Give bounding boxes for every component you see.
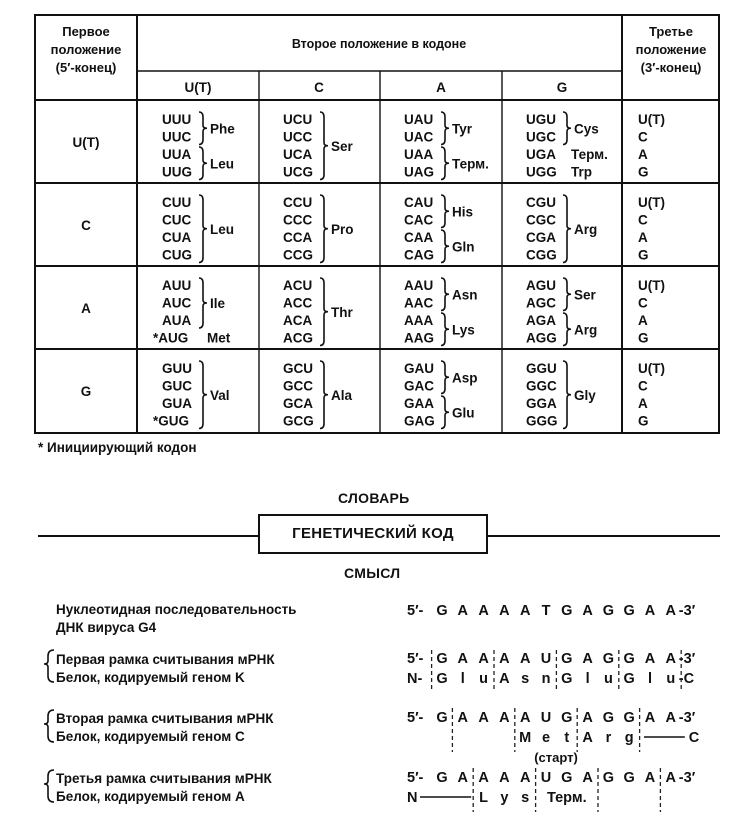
frame1-base: A [457, 651, 469, 667]
amino-acid: Met [207, 330, 231, 346]
frame3-base: G [561, 770, 573, 786]
frame2-suffix: -3′ [678, 710, 696, 726]
frame3-prefix: 5′- [407, 770, 424, 786]
codon: GAG [404, 413, 435, 429]
third-base: G [638, 247, 649, 263]
codon: GUC [162, 378, 192, 394]
codon: GGG [526, 413, 558, 429]
codon-brace [199, 278, 207, 328]
frame2-base: A [582, 710, 593, 726]
frame-brace [44, 710, 54, 742]
codon: AAU [404, 278, 434, 293]
codon: *GUG [153, 413, 190, 429]
frame2-base: G [602, 710, 615, 726]
codon-brace [441, 112, 449, 145]
codon: CAA [404, 230, 434, 245]
codon: GGU [526, 361, 557, 376]
amino-acid: Ala [331, 387, 353, 403]
frame3-base: G [436, 770, 448, 786]
third-base: A [638, 147, 648, 162]
codon: AAG [404, 330, 434, 346]
codon: CAC [404, 212, 434, 228]
codon-brace [563, 313, 571, 346]
codon-brace [563, 361, 571, 429]
codon: ACG [283, 330, 313, 346]
first-pos-header-2: положение [50, 42, 122, 57]
second-pos-header: Второе положение в кодоне [291, 37, 467, 51]
codon-brace [199, 361, 207, 429]
frame1-c-term: -C [678, 671, 695, 687]
col-base-a: A [436, 80, 446, 95]
frame3-base: A [644, 770, 656, 786]
amino-acid: Leu [210, 156, 235, 172]
codon: UAC [404, 129, 434, 145]
dna-suffix: -3′ [678, 603, 696, 619]
amino-acid: Ile [210, 296, 226, 311]
frame1-residue: u [666, 671, 676, 687]
codon: AAA [404, 313, 434, 328]
codon: GCA [283, 396, 313, 411]
frame1-base: G [602, 651, 615, 667]
third-base: A [638, 230, 648, 245]
codon: GCC [283, 378, 313, 394]
frame1-n-term: N- [407, 671, 423, 687]
dna-label-1: Нуклеотидная последовательность [56, 602, 297, 617]
frame1-base: A [499, 651, 510, 667]
dna-base: A [478, 603, 489, 619]
amino-acid: Leu [210, 221, 235, 237]
third-base: G [638, 164, 649, 180]
codon: GGA [526, 396, 557, 411]
footnote: * Инициирующий кодон [38, 440, 197, 455]
amino-acid: Lys [452, 322, 475, 338]
codon: AGC [526, 295, 556, 311]
codon: AGG [526, 330, 557, 346]
codon: CUA [162, 230, 192, 245]
codon: AGA [526, 313, 556, 328]
frame2-base: A [644, 710, 656, 726]
frame2-residue: g [624, 730, 634, 746]
amino-acid: Asp [452, 370, 478, 386]
frame1-protein-label: Белок, кодируемый геном K [56, 670, 245, 685]
codon: GCG [283, 413, 314, 429]
codon-brace [199, 147, 207, 180]
codon-brace [320, 278, 328, 346]
codon: ACC [283, 295, 313, 311]
codon-brace [199, 112, 207, 145]
codon-brace [563, 195, 571, 263]
amino-acid: Glu [452, 405, 475, 421]
frame3-label: Третья рамка считывания мРНК [56, 771, 272, 786]
codon: GUA [162, 396, 192, 411]
frame2-prefix: 5′- [407, 710, 424, 726]
frame3-base: A [665, 770, 677, 786]
amino-acid: Arg [574, 221, 598, 237]
frame3-suffix: -3′ [678, 770, 696, 786]
frame1-residue: u [603, 671, 613, 687]
frame1-residue: n [541, 671, 551, 687]
amino-acid: Tyr [452, 121, 473, 137]
codon: CGG [526, 247, 557, 263]
dna-base: A [665, 603, 677, 619]
amino-acid: Val [210, 387, 230, 403]
frame1-label: Первая рамка считывания мРНК [56, 652, 275, 667]
frame2-residue: r [605, 730, 612, 746]
codon-brace [320, 195, 328, 263]
frame1-base: A [478, 651, 489, 667]
frame1-residue: G [623, 671, 635, 687]
codon: UUA [162, 147, 192, 162]
codon: UAU [404, 112, 434, 127]
dna-prefix: 5′- [407, 603, 424, 619]
first-pos-header-3: (5′-конец) [55, 60, 117, 75]
frame2-residue: A [582, 730, 593, 746]
amino-acid: Thr [331, 304, 353, 320]
amino-acid: Asn [452, 287, 478, 303]
frame2-base: A [519, 710, 531, 726]
third-base: C [638, 295, 648, 311]
frame2-residue: M [519, 730, 532, 746]
reading-frames-diagram [0, 590, 751, 823]
frame1-base: A [665, 651, 677, 667]
codon: GUU [162, 361, 192, 376]
frame3-protein-label: Белок, кодируемый геном A [56, 789, 245, 804]
frame1-base: A [644, 651, 656, 667]
codon: UGG [526, 164, 557, 180]
start-label: (старт) [534, 750, 578, 765]
frame3-base: A [582, 770, 593, 786]
frame1-residue: G [436, 671, 448, 687]
frame3-base: A [457, 770, 469, 786]
frame1-residue: u [479, 671, 489, 687]
row-base-2: A [81, 301, 91, 316]
right-rule [488, 535, 720, 537]
amino-acid: Pro [331, 221, 354, 237]
amino-acid: Ser [574, 287, 596, 303]
codon: CGA [526, 230, 556, 245]
frame3-base: G [623, 770, 635, 786]
frame1-base: U [540, 651, 552, 667]
codon: GAC [404, 378, 434, 394]
frame3-base: A [519, 770, 531, 786]
col-base-g: G [556, 80, 568, 95]
frame2-base: G [436, 710, 448, 726]
frame1-residue: l [460, 671, 465, 687]
codon: UCG [283, 164, 313, 180]
frame2-residue: e [541, 730, 551, 746]
left-rule [38, 535, 258, 537]
frame-brace [44, 650, 54, 682]
codon: GAU [404, 361, 434, 376]
third-base: C [638, 129, 648, 145]
frame1-base: A [582, 651, 593, 667]
dna-base: G [623, 603, 635, 619]
third-pos-header-3: (3′-конец) [640, 60, 702, 75]
third-pos-header-1: Третье [648, 24, 694, 39]
frame1-residue: l [647, 671, 653, 687]
dictionary-label: СЛОВАРЬ [338, 490, 410, 506]
codon: UUG [162, 164, 192, 180]
third-base: G [638, 330, 649, 346]
dna-base: T [541, 603, 551, 619]
codon: AUC [162, 295, 192, 311]
codon-brace [199, 195, 207, 263]
frame2-base: G [623, 710, 635, 726]
codon: CGU [526, 195, 556, 210]
amino-acid: Терм. [452, 156, 489, 172]
codon: UCA [283, 147, 313, 162]
codon-brace [320, 112, 328, 180]
third-base: A [638, 396, 648, 411]
frame3-residue: L [479, 790, 489, 806]
frame3-residue: y [500, 790, 509, 806]
amino-acid: His [452, 204, 474, 220]
frame1-residue: l [585, 671, 590, 687]
codon: *AUG [153, 330, 189, 346]
codon: UCC [283, 129, 313, 145]
third-base: U(T) [638, 278, 665, 293]
frame1-base: A [519, 651, 531, 667]
frame2-residue: t [564, 730, 570, 746]
codon: CCA [283, 230, 313, 245]
codon: CCG [283, 247, 313, 263]
codon: CCU [283, 195, 313, 210]
third-base: U(T) [638, 112, 665, 127]
codon: ACU [283, 278, 313, 293]
codon: GGC [526, 378, 557, 394]
dna-base: G [602, 603, 615, 619]
dna-base: A [644, 603, 656, 619]
frame1-residue: A [499, 671, 510, 687]
third-base: G [638, 413, 649, 429]
codon-table [34, 14, 720, 434]
frame2-base: U [540, 710, 552, 726]
third-pos-header-2: положение [635, 42, 707, 57]
third-base: C [638, 212, 648, 228]
dna-base: A [499, 603, 510, 619]
third-base: C [638, 378, 648, 394]
frame3-base: G [602, 770, 615, 786]
codon: UGU [526, 112, 556, 127]
codon-brace [441, 396, 449, 429]
frame3-n-term: N [407, 790, 418, 806]
frame1-residue: s [521, 671, 530, 687]
codon: AUU [162, 278, 192, 293]
frame2-base: A [478, 710, 489, 726]
amino-acid: Терм. [571, 147, 608, 162]
codon: CCC [283, 212, 313, 228]
dna-base: A [582, 603, 593, 619]
amino-acid: Phe [210, 121, 235, 137]
third-base: A [638, 313, 648, 328]
row-base-0: U(T) [72, 135, 100, 150]
row-base-3: G [80, 384, 92, 399]
codon-brace [563, 112, 571, 145]
codon: AGU [526, 278, 556, 293]
dna-base: G [436, 603, 448, 619]
codon-brace [441, 230, 449, 263]
codon: AUA [162, 313, 192, 328]
codon-brace [563, 278, 571, 311]
codon: CAG [404, 247, 434, 263]
codon: GCU [283, 361, 313, 376]
dna-base: G [561, 603, 573, 619]
frame3-stop: Терм. [546, 790, 587, 806]
codon-brace [320, 361, 328, 429]
col-base-u: U(T) [184, 80, 212, 95]
frame3-base: A [478, 770, 489, 786]
row-base-1: C [81, 218, 91, 233]
first-pos-header-1: Первое [62, 24, 110, 39]
codon: UGC [526, 129, 556, 145]
codon: CAU [404, 195, 434, 210]
amino-acid: Arg [574, 322, 598, 338]
table-body [73, 112, 666, 429]
codon-brace [441, 195, 449, 228]
frame1-suffix: -3′ [678, 651, 696, 667]
frame2-base: G [561, 710, 573, 726]
dna-base: A [519, 603, 531, 619]
codon: GAA [404, 396, 434, 411]
codon: UUU [162, 112, 192, 127]
amino-acid: Gln [452, 239, 475, 255]
frame2-base: A [457, 710, 469, 726]
codon: AAC [404, 295, 434, 311]
codon-brace [441, 147, 449, 180]
frame2-protein-label: Белок, кодируемый геном C [56, 729, 245, 744]
frame3-base: U [540, 770, 552, 786]
frame1-residue: G [561, 671, 573, 687]
frame1-base: G [561, 651, 573, 667]
amino-acid: Trp [571, 164, 593, 180]
dna-base: A [457, 603, 469, 619]
amino-acid: Ser [331, 138, 353, 154]
codon: UGA [526, 147, 556, 162]
col-base-c: C [314, 80, 324, 95]
codon: UAG [404, 164, 434, 180]
third-base: U(T) [638, 195, 665, 210]
dna-label-2: ДНК вируса G4 [56, 620, 157, 635]
frame1-base: G [436, 651, 448, 667]
codon-brace [441, 361, 449, 394]
codon: CUG [162, 247, 192, 263]
codon-brace [441, 313, 449, 346]
codon-brace [441, 278, 449, 311]
frame3-residue: s [521, 790, 530, 806]
codon: ACA [283, 313, 313, 328]
codon: CGC [526, 212, 556, 228]
meaning-label: СМЫСЛ [344, 565, 401, 581]
frame1-prefix: 5′- [407, 651, 424, 667]
codon: UCU [283, 112, 313, 127]
third-base: U(T) [638, 361, 665, 376]
codon: CUU [162, 195, 192, 210]
frame2-label: Вторая рамка считывания мРНК [56, 711, 274, 726]
frame1-base: G [623, 651, 635, 667]
codon: UUC [162, 129, 192, 145]
frame2-base: A [499, 710, 510, 726]
codon: UAA [404, 147, 434, 162]
frame3-base: A [499, 770, 510, 786]
frame2-c-term: C [688, 730, 700, 746]
frame-brace [44, 770, 54, 802]
frame2-base: A [665, 710, 677, 726]
genetic-code-box: ГЕНЕТИЧЕСКИЙ КОД [258, 514, 488, 554]
codon: CUC [162, 212, 192, 228]
amino-acid: Gly [574, 387, 596, 403]
amino-acid: Cys [574, 121, 599, 137]
